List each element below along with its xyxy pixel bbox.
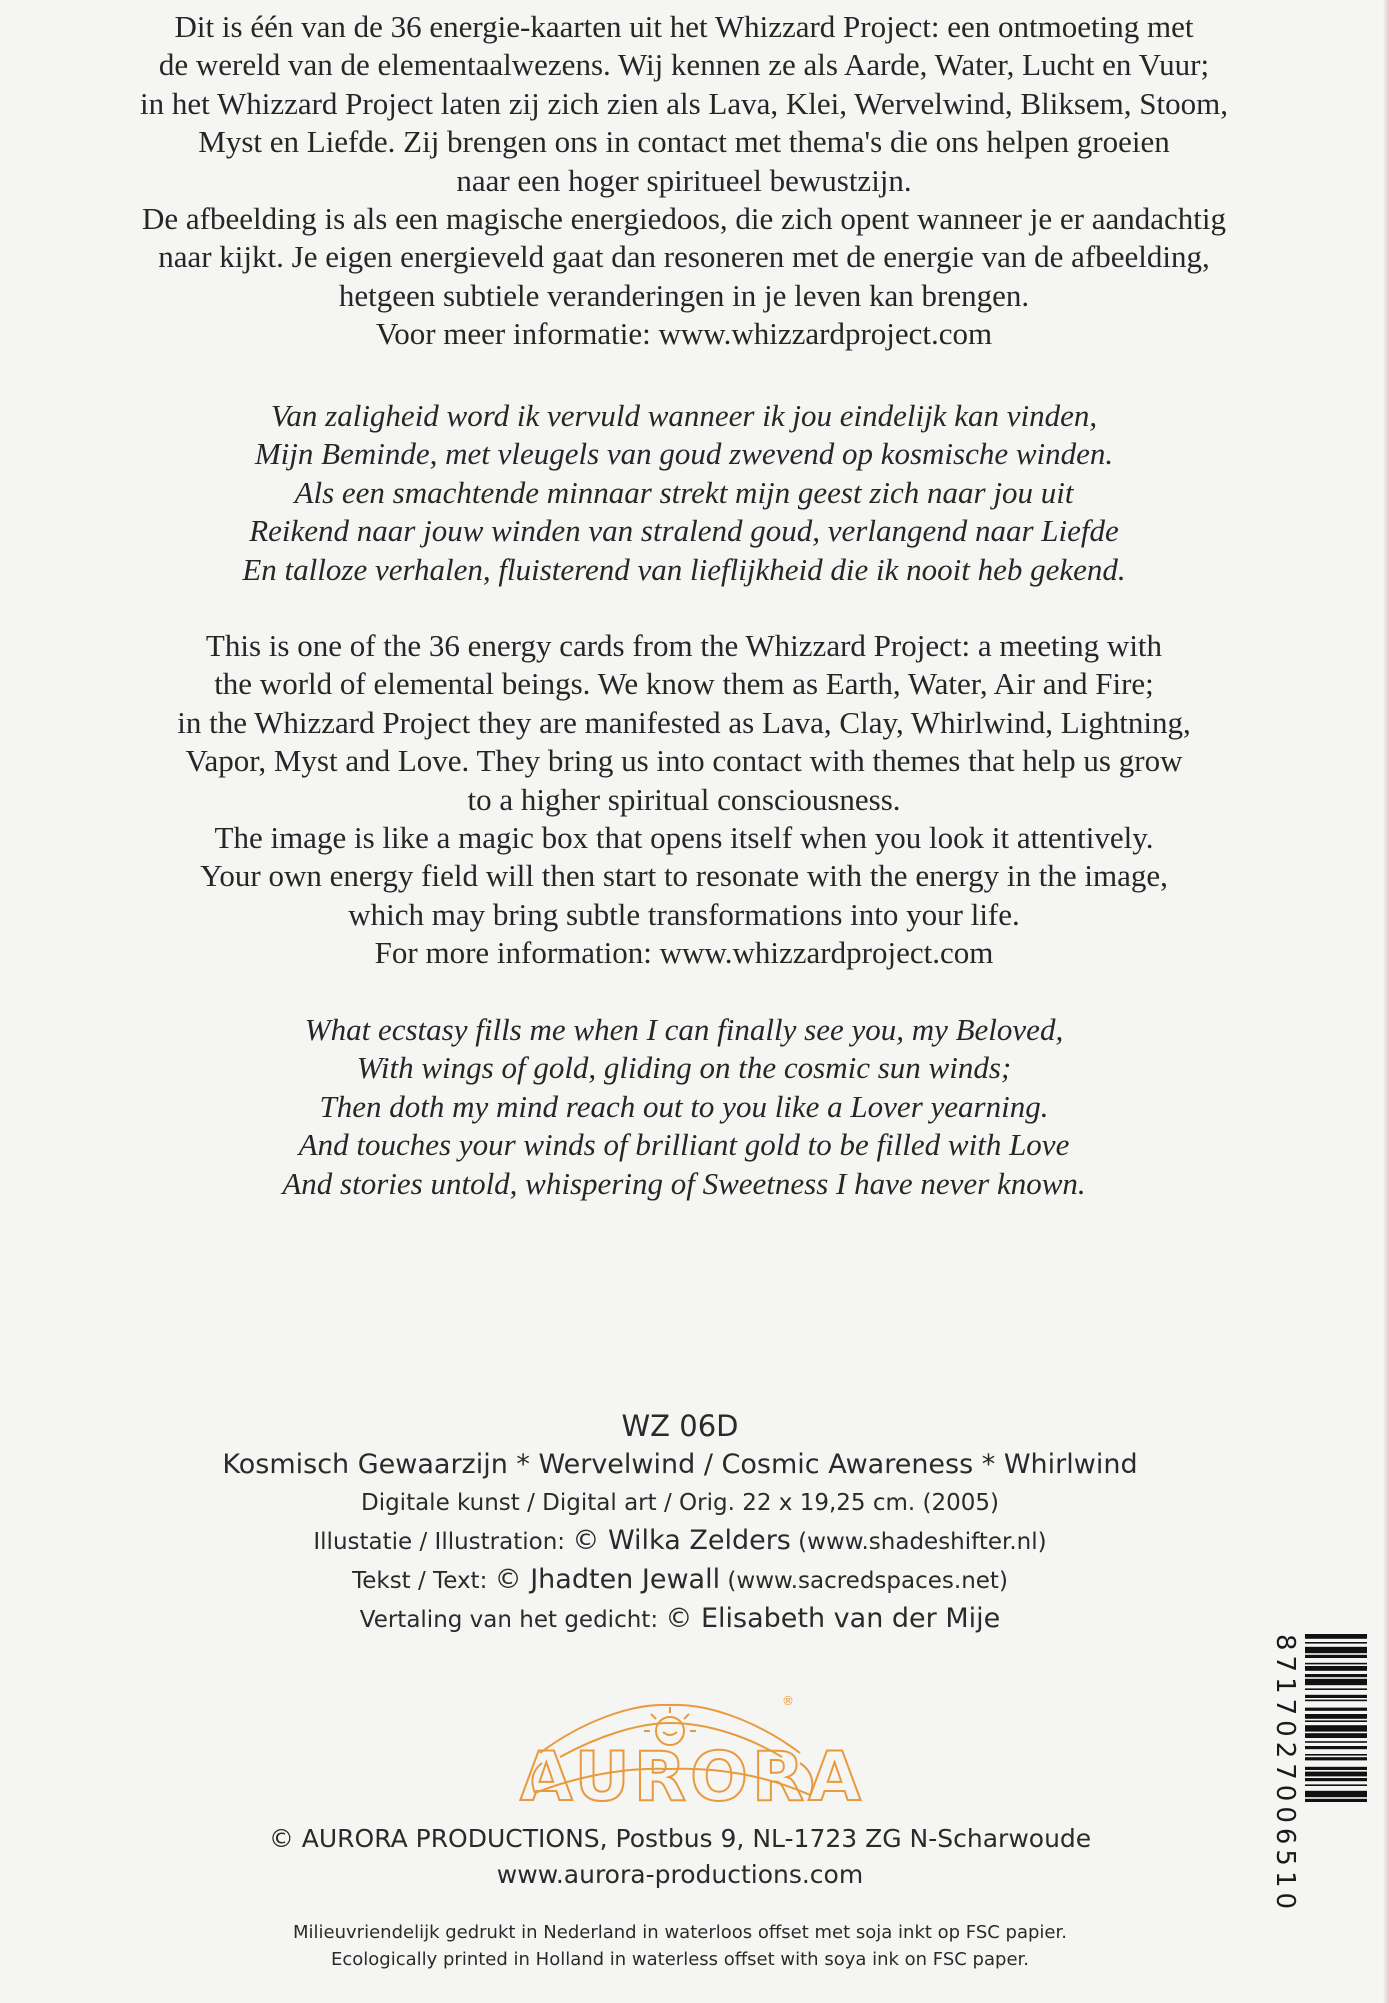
translator-name: © Elisabeth van der Mije — [665, 1603, 1001, 1634]
dutch-poem — [44, 397, 1324, 589]
card-code: WZ 06D — [621, 1409, 739, 1443]
illustrator-name: © Wilka Zelders — [572, 1525, 791, 1556]
poem-line: What ecstasy fills me when I can finally see you, my Beloved, — [304, 1012, 1064, 1047]
english-poem — [44, 1011, 1324, 1203]
barcode-bar — [1305, 1754, 1367, 1756]
translation-credit — [100, 1600, 1260, 1639]
barcode-bar — [1305, 1634, 1367, 1639]
publisher-website: www.aurora-productions.com — [496, 1860, 864, 1889]
text-line: This is one of the 36 energy cards from the Whizzard Project: a meeting with — [205, 628, 1163, 663]
aurora-logo — [520, 1683, 865, 1823]
poem-line: Van zaligheid word ik vervuld wanneer ik jou eindelijk kan vinden, — [270, 398, 1098, 433]
barcode-bar — [1305, 1714, 1367, 1719]
barcode-bar — [1305, 1784, 1367, 1786]
text-line: naar een hoger spiritueel bewustzijn. — [456, 162, 912, 198]
eco-note-dutch: Milieuvriendelijk gedrukt in Nederland in waterloos offset met soja inkt op FSC papier. — [293, 1922, 1067, 1943]
poem-line: Then doth my mind reach out to you like a Lover yearning. — [319, 1088, 1049, 1124]
text-line: de wereld van de elementaalwezens. Wij kennen ze als Aarde, Water, Lucht en Vuur; — [158, 47, 1210, 83]
barcode-bar — [1305, 1700, 1367, 1702]
registered-mark: ® — [782, 1694, 794, 1708]
text-line: The image is like a magic box that opens itself when you look it attentively. — [214, 820, 1154, 856]
translation-label: Vertaling van het gedicht: — [359, 1607, 666, 1633]
eco-note-english: Ecologically printed in Holland in waterless offset with soya ink on FSC paper. — [330, 1949, 1029, 1970]
barcode-bar — [1305, 1663, 1367, 1665]
poem-line: Reikend naar jouw winden van stralend goud, verlangend naar Liefde — [249, 513, 1119, 549]
poem-line: Als een smachtende minnaar strekt mijn geest zich naar jou uit — [294, 474, 1074, 510]
barcode-bar — [1305, 1741, 1367, 1743]
poem-line: And stories untold, whispering of Sweetness I have never known. — [282, 1165, 1086, 1201]
text-line: Your own energy field will then start to resonate with the energy in the image, — [200, 858, 1168, 894]
card-title: Kosmisch Gewaarzijn * Wervelwind / Cosmic Awareness * Whirlwind — [222, 1449, 1138, 1480]
text-line: Myst en Liefde. Zij brengen ons in contact met thema's die ons helpen groeien — [198, 124, 1170, 160]
barcode-bar — [1305, 1720, 1367, 1722]
barcode-bar — [1305, 1695, 1367, 1698]
text-line: Vapor, Myst and Love. They bring us into contact with themes that help us grow — [185, 743, 1183, 779]
barcode-bar — [1305, 1642, 1367, 1644]
barcode-bar — [1305, 1679, 1367, 1685]
dutch-description — [44, 8, 1324, 354]
text-line: the world of elemental beings. We know them as Earth, Water, Air and Fire; — [214, 666, 1154, 702]
publisher-address: © AURORA PRODUCTIONS, Postbus 9, NL-1723 ZG N-Scharwoude — [268, 1824, 1092, 1853]
barcode-bar — [1305, 1725, 1367, 1731]
text-line: in the Whizzard Project they are manifested as Lava, Clay, Whirlwind, Lightning, — [177, 704, 1191, 740]
logo-wordmark: AURORA — [520, 1738, 865, 1817]
medium-line: Digitale kunst / Digital art / Orig. 22 x 19,25 cm. (2005) — [360, 1490, 999, 1516]
card-edge — [1383, 0, 1389, 2003]
barcode-bar — [1305, 1655, 1367, 1658]
text-line: in het Whizzard Project laten zij zich zien als Lava, Klei, Wervelwind, Bliksem, Stoom, — [140, 85, 1228, 121]
illustrator-url: (www.shadeshifter.nl) — [790, 1529, 1047, 1555]
poem-line: And touches your winds of brilliant gold to be filled with Love — [298, 1127, 1070, 1163]
publisher-info — [100, 1821, 1260, 1893]
barcode-bar — [1305, 1674, 1367, 1677]
text-line: which may bring subtle transformations into your life. — [348, 896, 1020, 932]
text-credit — [100, 1561, 1260, 1600]
text-line: Voor meer informatie: www.whizzardproject.com — [375, 316, 993, 352]
poem-line: Mijn Beminde, met vleugels van goud zwevend op kosmische winden. — [254, 436, 1114, 472]
text-label: Tekst / Text: — [352, 1568, 495, 1594]
text-line: to a higher spiritual consciousness. — [467, 781, 901, 817]
barcode-bar — [1305, 1791, 1367, 1797]
credits-block — [100, 1406, 1260, 1639]
barcode-bar — [1305, 1746, 1367, 1749]
text-line: For more information: www.whizzardproject.com — [374, 935, 994, 971]
poem-line: En talloze verhalen, fluisterend van lieflijkheid die ik nooit heb gekend. — [242, 551, 1126, 587]
text-line: naar kijkt. Je eigen energieveld gaat dan resoneren met de energie van de afbeelding, — [158, 239, 1210, 275]
illustration-credit — [100, 1522, 1260, 1561]
barcode-number: 8717027006510 — [1270, 1634, 1300, 1915]
poem-line: With wings of gold, gliding on the cosmic sun winds; — [356, 1050, 1012, 1086]
english-description — [44, 627, 1324, 973]
text-line: Dit is één van de 36 energie-kaarten uit het Whizzard Project: een ontmoeting met — [174, 9, 1194, 44]
illustration-label: Illustatie / Illustration: — [313, 1529, 573, 1555]
barcode-bar — [1305, 1666, 1367, 1671]
barcode-bar — [1305, 1708, 1367, 1711]
barcode-bar — [1305, 1772, 1367, 1777]
barcode-bar — [1305, 1778, 1367, 1781]
barcode-bar — [1305, 1767, 1367, 1770]
author-url: (www.sacredspaces.net) — [720, 1568, 1008, 1594]
barcode-bar — [1305, 1757, 1367, 1760]
text-line: De afbeelding is als een magische energiedoos, die zich opent wanneer je er aandachtig — [142, 201, 1226, 237]
barcode-bar — [1305, 1688, 1367, 1690]
text-line: hetgeen subtiele veranderingen in je leven kan brengen. — [338, 277, 1030, 313]
barcode-bar — [1305, 1647, 1367, 1653]
barcode-bar — [1305, 1799, 1367, 1802]
author-name: © Jhadten Jewall — [494, 1564, 721, 1595]
barcode-bar — [1305, 1733, 1367, 1738]
eco-note — [100, 1919, 1260, 1973]
